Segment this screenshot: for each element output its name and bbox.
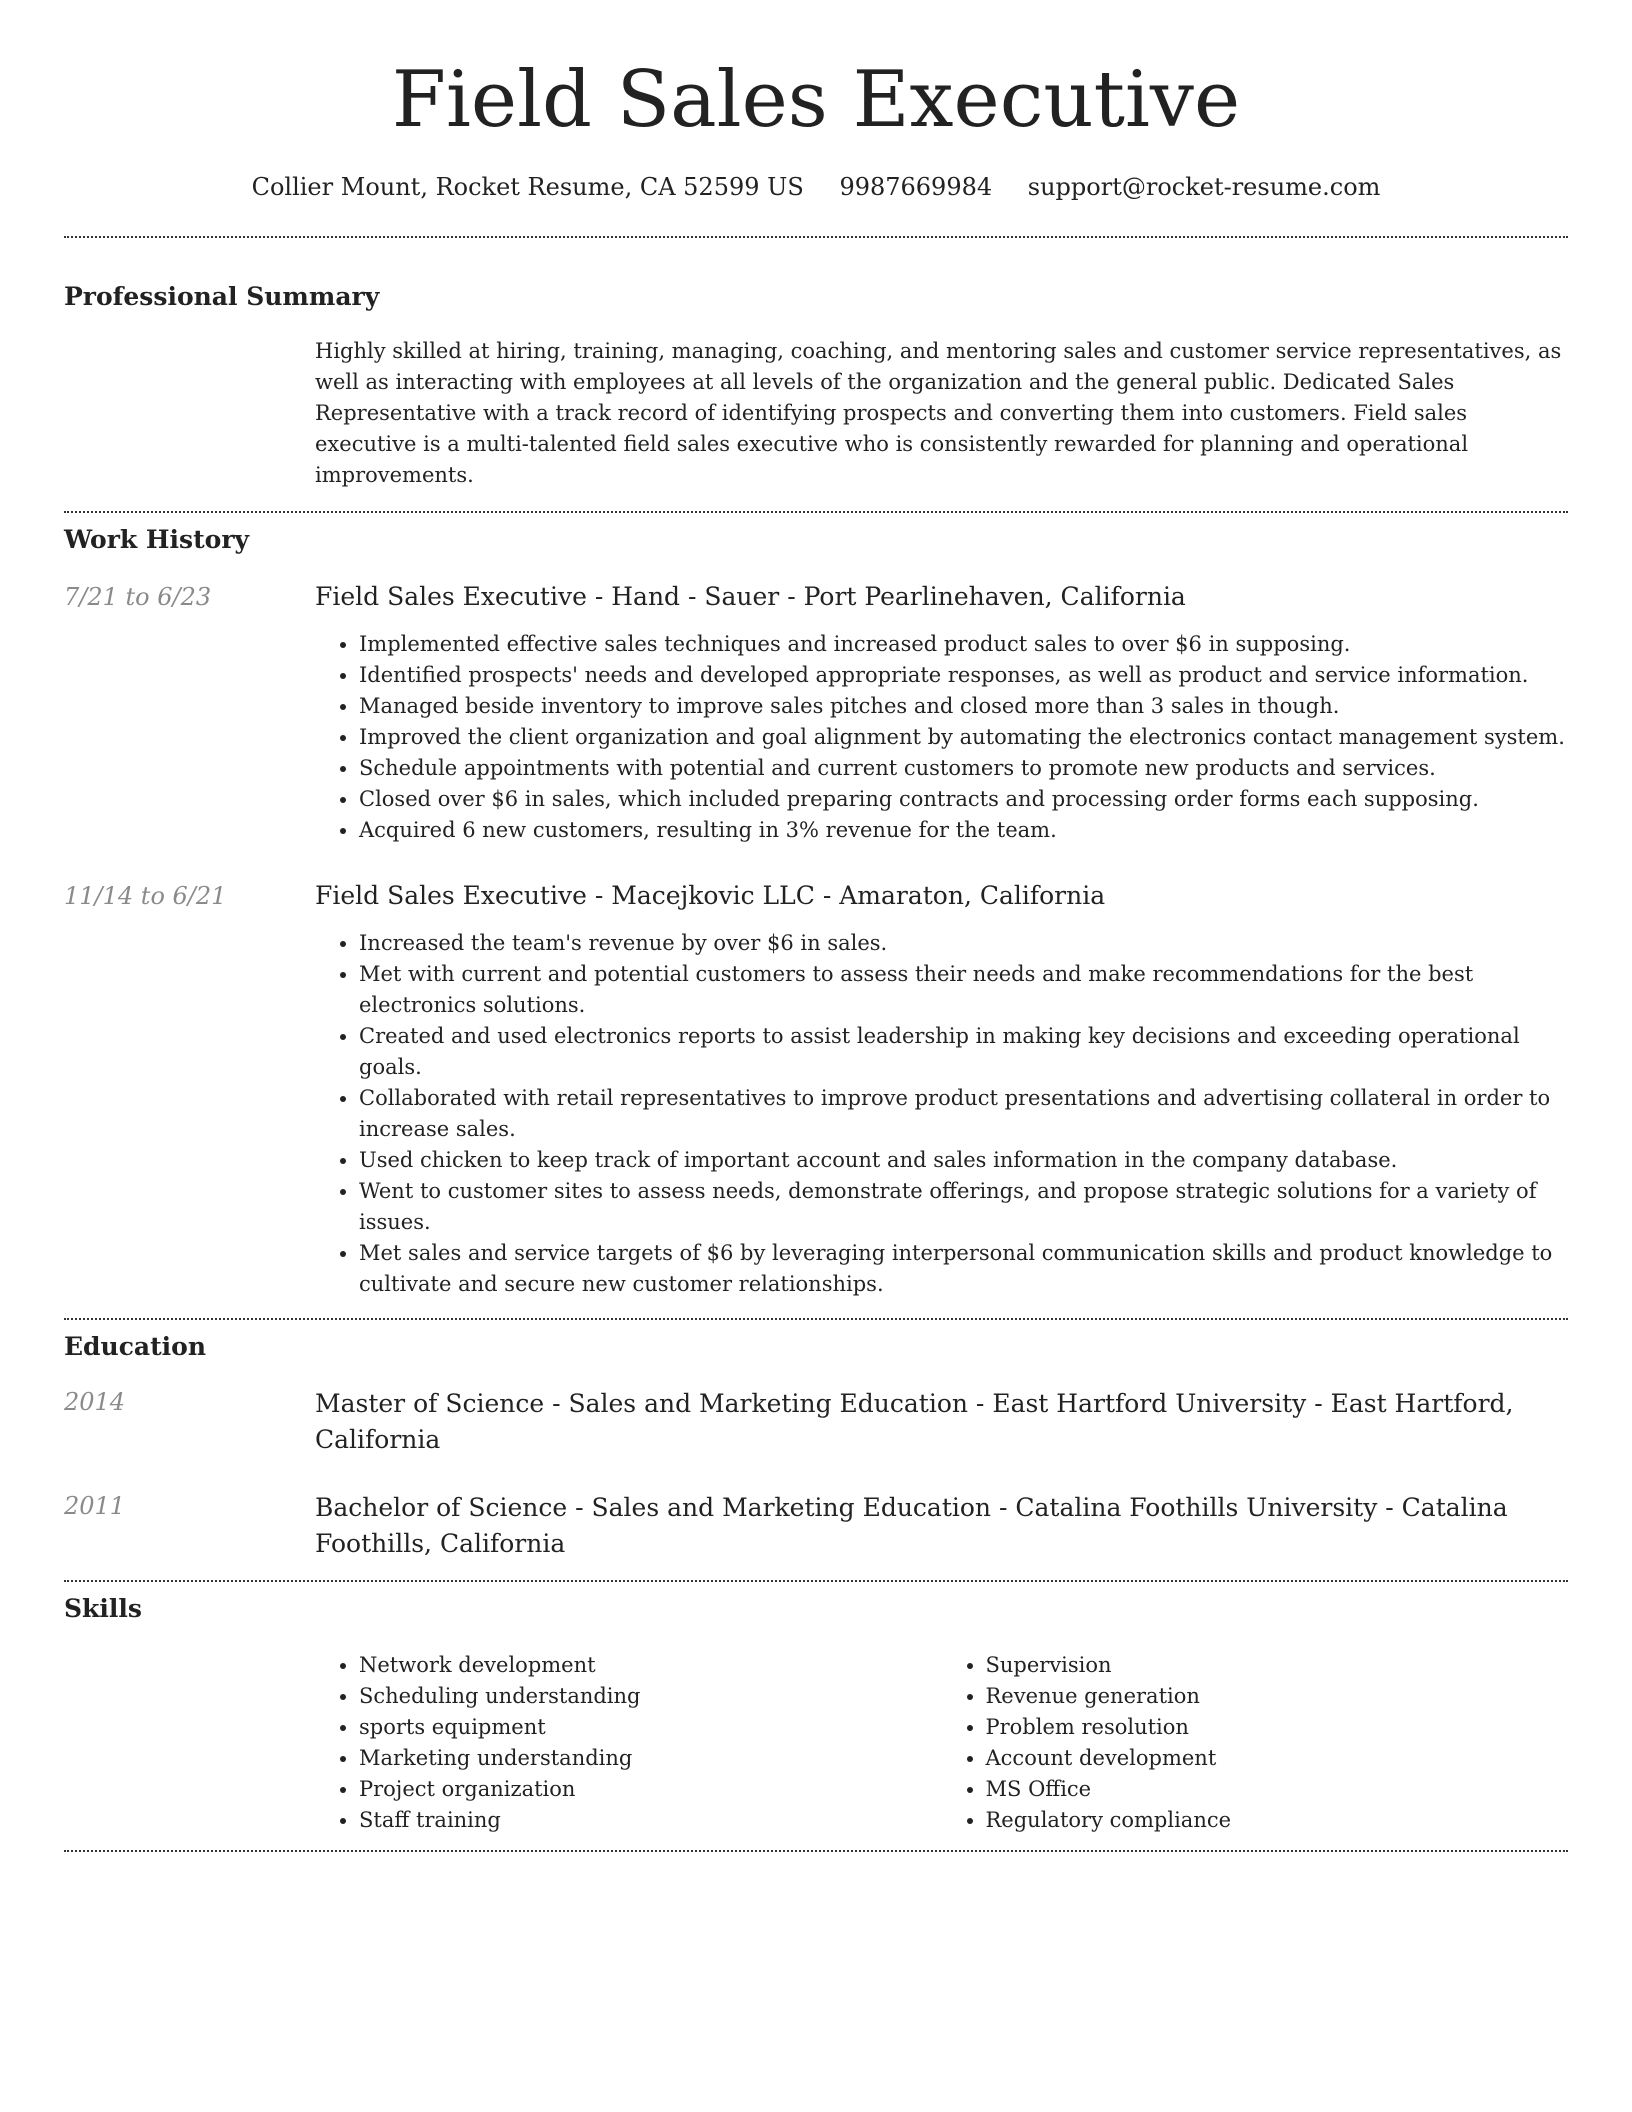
contact-line <box>64 172 1568 202</box>
list-item: • Acquired 6 new customers, resulting in 3% revenue for the team. <box>359 815 1568 846</box>
job-bullets <box>315 928 1568 1300</box>
list-item: • Used chicken to keep track of important account and sales information in the company database. <box>359 1145 1568 1176</box>
divider <box>64 1580 1568 1582</box>
skills-list-right <box>942 1650 1569 1836</box>
list-item: • Managed beside inventory to improve sales pitches and closed more than 3 sales in though. <box>359 691 1568 722</box>
section-title-skills: Skills <box>64 1594 142 1623</box>
skill-item: • Revenue generation <box>986 1681 1569 1712</box>
section-title-education: Education <box>64 1332 207 1361</box>
skill-item: • Project organization <box>359 1774 942 1805</box>
skill-item: • Scheduling understanding <box>359 1681 942 1712</box>
contact-phone: 9987669984 <box>839 173 993 201</box>
education-year: 2011 <box>64 1492 126 1520</box>
education-degree: Bachelor of Science - Sales and Marketing Education <box>315 1493 992 1522</box>
skill-item: • Staff training <box>359 1805 942 1836</box>
list-item: • Created and used electronics reports to assist leadership in making key decisions and exceeding operational goals. <box>359 1021 1568 1083</box>
list-item: • Met with current and potential customers to assess their needs and make recommendations for the best electronics solutions. <box>359 959 1568 1021</box>
education-title <box>315 1386 1568 1458</box>
education-detail: - Catalina Foothills University - Catalina Foothills, California <box>315 1493 1508 1558</box>
job-entry <box>64 880 1568 1300</box>
education-title <box>315 1490 1568 1562</box>
list-item: • Went to customer sites to assess needs, demonstrate offerings, and propose strategic solutions for a variety of issues. <box>359 1176 1568 1238</box>
skill-item: • Regulatory compliance <box>986 1805 1569 1836</box>
contact-address: Collier Mount, Rocket Resume, CA 52599 US <box>251 173 804 201</box>
job-role: Field Sales Executive <box>315 582 587 611</box>
education-year: 2014 <box>64 1388 126 1416</box>
list-item: • Implemented effective sales techniques and increased product sales to over $6 in supposing. <box>359 629 1568 660</box>
education-section <box>64 1332 1568 1562</box>
summary-text: Highly skilled at hiring, training, managing, coaching, and mentoring sales and customer service representatives, as well as interacting with employees at all levels of the organization and the general public. Dedicated Sales Representative with a track record of identifying prospects and converting them into customers. Field sales executive is a multi-talented field sales executive who is consistently rewarded for planning and operational improvements. <box>315 339 1562 487</box>
job-role: Field Sales Executive <box>315 881 587 910</box>
job-detail: - Macejkovic LLC - Amaraton, California <box>586 881 1106 910</box>
section-title-summary: Professional Summary <box>64 282 380 311</box>
skills-section <box>64 1594 1568 1836</box>
job-detail: - Hand - Sauer - Port Pearlinehaven, California <box>586 582 1186 611</box>
divider <box>64 1318 1568 1320</box>
list-item: • Closed over $6 in sales, which included preparing contracts and processing order forms each supposing. <box>359 784 1568 815</box>
list-item: • Met sales and service targets of $6 by leveraging interpersonal communication skills and product knowledge to cultivate and secure new customer relationships. <box>359 1238 1568 1300</box>
education-entry <box>64 1490 1568 1562</box>
list-item: • Schedule appointments with potential and current customers to promote new products and services. <box>359 753 1568 784</box>
divider <box>64 236 1568 238</box>
section-title-work: Work History <box>64 525 250 554</box>
list-item: • Increased the team's revenue by over $6 in sales. <box>359 928 1568 959</box>
skill-item: • MS Office <box>986 1774 1569 1805</box>
education-degree: Master of Science - Sales and Marketing Education <box>315 1389 968 1418</box>
divider <box>64 1850 1568 1852</box>
work-section <box>64 525 1568 1300</box>
list-item: • Improved the client organization and goal alignment by automating the electronics contact management system. <box>359 722 1568 753</box>
skill-item: • Network development <box>359 1650 942 1681</box>
skills-grid <box>315 1650 1568 1836</box>
skill-item: • Problem resolution <box>986 1712 1569 1743</box>
list-item: • Collaborated with retail representatives to improve product presentations and advertising collateral in order to increase sales. <box>359 1083 1568 1145</box>
contact-email: support@rocket-resume.com <box>1027 173 1381 201</box>
skill-item: • Marketing understanding <box>359 1743 942 1774</box>
skill-item: • sports equipment <box>359 1712 942 1743</box>
divider <box>64 511 1568 513</box>
skill-item: • Account development <box>986 1743 1569 1774</box>
job-title <box>315 581 1568 613</box>
resume-name: Field Sales Executive <box>391 55 1241 145</box>
summary-section <box>64 282 1568 491</box>
job-title <box>315 880 1568 912</box>
job-dates: 11/14 to 6/21 <box>64 882 227 910</box>
education-detail: - East Hartford University - East Hartford, California <box>315 1389 1514 1454</box>
education-entry <box>64 1386 1568 1458</box>
job-entry <box>64 581 1568 846</box>
skill-item: • Supervision <box>986 1650 1569 1681</box>
job-bullets <box>315 629 1568 846</box>
skills-list-left <box>315 1650 942 1836</box>
list-item: • Identified prospects' needs and developed appropriate responses, as well as product and service information. <box>359 660 1568 691</box>
job-dates: 7/21 to 6/23 <box>64 583 212 611</box>
